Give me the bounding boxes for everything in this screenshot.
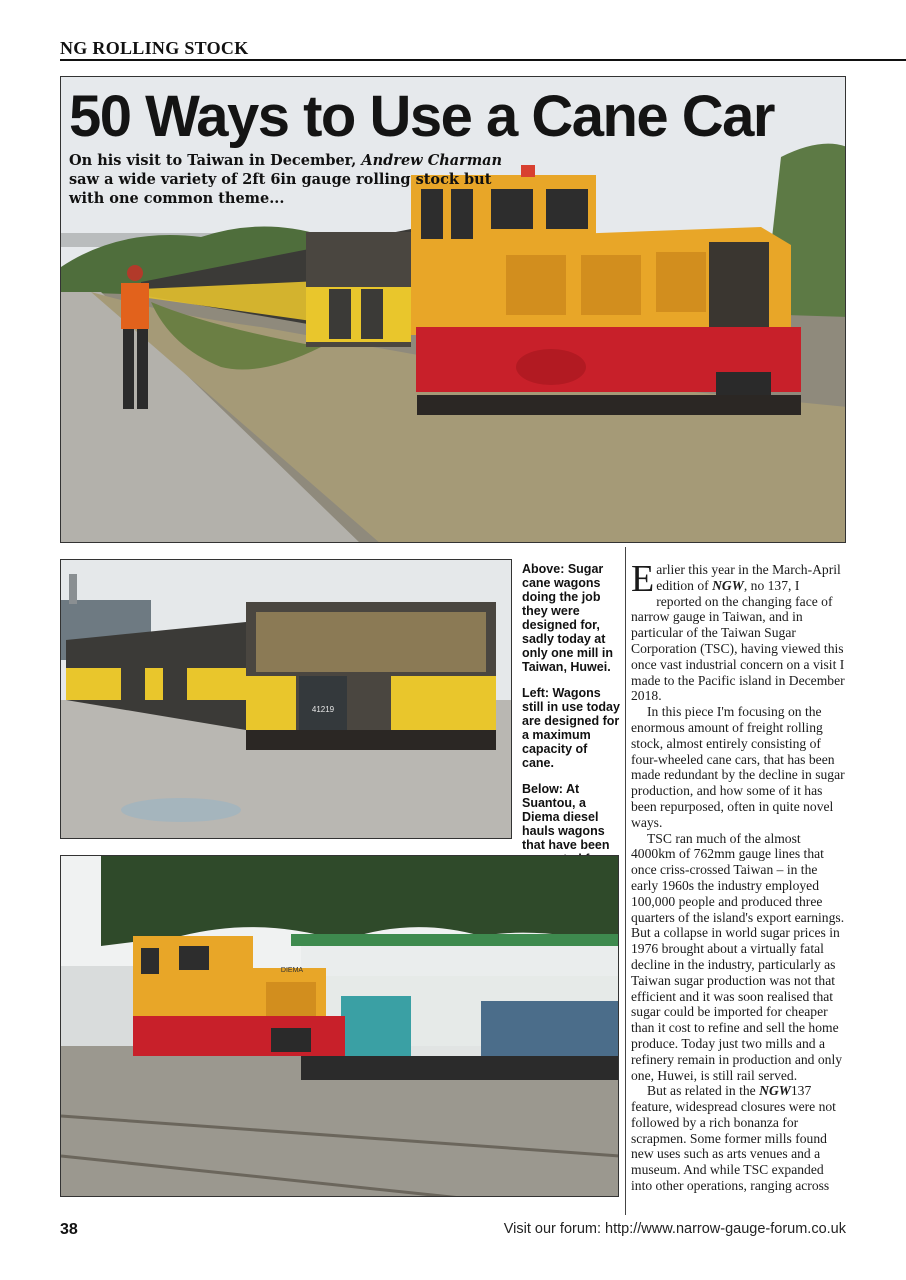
photo-captions — [522, 562, 622, 892]
loco-plate: DIEMA — [280, 967, 304, 974]
drop-cap: E — [631, 558, 655, 600]
p4-text-b: 137 feature, widespread closures were not followed by a rich bonanza for scrapmen. Some former mills found new uses such as arts venues and a museum. And while TSC expanded into other operations, ranging across — [631, 1083, 836, 1194]
p1-ngw: NGW — [712, 577, 744, 593]
tourist-train-photo — [60, 855, 619, 1197]
hero-photo — [60, 76, 846, 543]
body-paragraph — [631, 558, 845, 704]
forum-link[interactable]: Visit our forum: http://www.narrow-gauge-forum.co.uk — [503, 1221, 846, 1237]
standfirst-pre: On his visit to Taiwan in December, — [69, 152, 362, 169]
p4-ngw: NGW — [759, 1083, 791, 1099]
caption-above: Above: Sugar cane wagons doing the job they were designed for, sadly today at only one mill in Taiwan, Huwei. — [522, 562, 613, 674]
p1-text-a: arlier this year in the March-April edition of — [656, 562, 841, 593]
wagons-photo — [60, 559, 512, 839]
standfirst-post: saw a wide variety of 2ft 6in gauge rolling stock but with one common theme... — [69, 171, 492, 207]
wagons-illustration — [61, 560, 512, 839]
body-paragraph: In this piece I'm focusing on the enormous amount of freight rolling stock, almost entirely consisting of four-wheeled cane cars, that has been made redundant by the decline in sugar production, and how some of it has been repurposed, often in quite novel ways. — [631, 704, 845, 830]
article-standfirst — [69, 151, 509, 208]
standfirst-author: Andrew Charman — [361, 152, 503, 169]
column-rule — [625, 547, 626, 1215]
caption-below: Below: At Suantou, a Diema diesel hauls wagons that have been — [522, 782, 610, 852]
body-paragraph: TSC ran much of the almost 4000km of 762mm gauge lines that once criss-crossed Taiwan – in the early 1960s the industry employed 100,000 people and produced three quarters of the island's export earnings. But a collapse in world sugar prices in 1976 brought about a virtually fatal decline in the industry, particularly as Taiwan sugar production was not that efficient and it was soon realised that sugar could be imported for cheaper than it cost to refine and sell the home produce. Today just two mills and a refinery remain in production and only one, Huwei, is still rail served. — [631, 830, 845, 1083]
wagon-number: 41219 — [311, 705, 335, 714]
body-paragraph — [631, 1083, 845, 1194]
p1-text-b: , no 137, I reported on the changing face of narrow gauge in Taiwan, and in particular of the Taiwan Sugar Corporation (TSC), having viewed this once vast industrial concern on a visit I made to the Pacific island in December 2018. — [631, 577, 845, 704]
p4-text-a: But as related in the — [647, 1083, 760, 1099]
section-header: NG ROLLING STOCK — [60, 38, 249, 58]
tourist-train-illustration — [61, 856, 619, 1197]
article-body — [631, 558, 845, 1194]
article-title: 50 Ways to Use a Cane Car — [69, 84, 775, 149]
caption-left: Left: Wagons still in use today are designed for a maximum capacity of cane. — [522, 686, 620, 770]
page-number: 38 — [60, 1221, 78, 1238]
header-rule — [60, 59, 906, 61]
